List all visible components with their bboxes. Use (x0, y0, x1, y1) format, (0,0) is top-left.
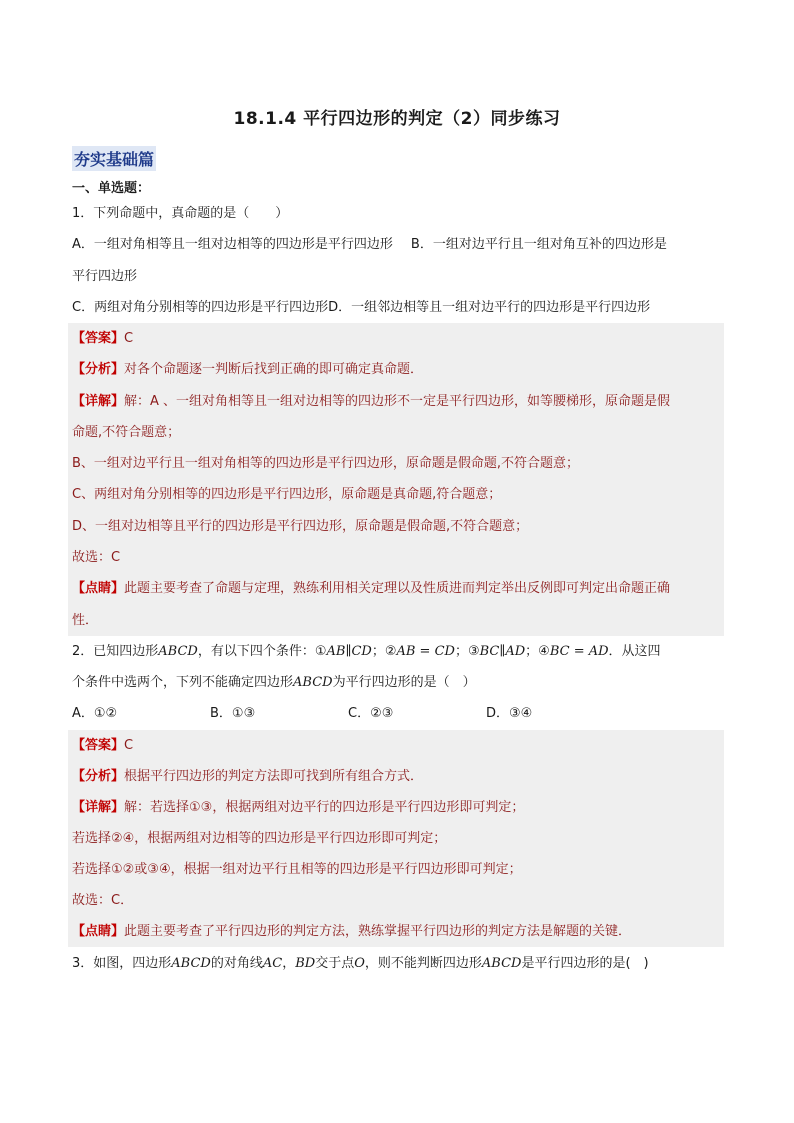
q3-stem-text: 是平行四边形的是( ) (521, 956, 649, 971)
q2-answer (72, 737, 724, 755)
q1-analysis-tag: 【分析】 (72, 362, 125, 377)
q3-stem-text: 的对角线 (210, 956, 263, 971)
q2-comment-line-1: 此题主要考查了平行四边形的判定方法，熟练掌握平行四边形的判定方法是解题的关键． (124, 924, 632, 939)
q2-condition-2: AB = CD (396, 644, 455, 659)
q3-point-o: O (354, 956, 365, 971)
q2-stem-text: 2．已知四边形 (72, 644, 159, 659)
q2-stem-text: ．从这四 (608, 644, 661, 659)
q2-option-b: B．①③ (210, 706, 256, 721)
q2-option-d: D．③④ (486, 706, 533, 721)
q2-stem-text: ；② (371, 644, 397, 659)
q1-detail-line-6: 故选：C (72, 550, 121, 565)
q2-option-c: C．②③ (348, 706, 394, 721)
q1-detail-line-2: 命题,不符合题意； (72, 425, 181, 440)
q1-answer (72, 330, 724, 348)
q1-stem: 1．下列命题中，真命题的是（ ） (72, 206, 289, 221)
q3-stem-text: ， (282, 956, 296, 971)
q3-abcd: ABCD (481, 956, 522, 971)
q2-analysis-text: 根据平行四边形的判定方法即可找到所有组合方式． (124, 769, 424, 784)
q1-option-b-continued: 平行四边形 (72, 269, 138, 284)
q2-options (72, 705, 724, 723)
q2-condition-4: BC = AD (549, 644, 609, 659)
q2-answer-value: C (124, 738, 134, 753)
q2-detail-line-4: 故选：C． (72, 893, 134, 908)
section-heading: 夯实基础篇 (72, 146, 156, 171)
q1-comment-tag: 【点睛】 (72, 581, 125, 596)
q2-stem-text: ，有以下四个条件：① (197, 644, 327, 659)
q1-detail-tag: 【详解】 (72, 394, 125, 409)
q2-stem-text: 个条件中选两个，下列不能确定四边形 (72, 675, 294, 690)
q3-bd: BD (295, 956, 316, 971)
q2-stem-text: 为平行四边形的是（ ） (332, 675, 476, 690)
q2-comment (72, 923, 724, 941)
q1-analysis-text: 对各个命题逐一判断后找到正确的即可确定真命题． (124, 362, 424, 377)
q1-detail-line-4: C、两组对角分别相等的四边形是平行四边形，原命题是真命题,符合题意； (72, 487, 502, 502)
q2-detail-tag: 【详解】 (72, 800, 125, 815)
q1-option-d: D．一组邻边相等且一组对边平行的四边形是平行四边形 (328, 300, 651, 315)
q3-stem (72, 955, 724, 973)
q1-option-a: A．一组对角相等且一组对边相等的四边形是平行四边形 (72, 237, 393, 252)
q2-comment-tag: 【点睛】 (72, 924, 125, 939)
page-title: 18.1.4 平行四边形的判定（2）同步练习 (233, 109, 561, 129)
q2-stem-line-2 (72, 674, 724, 692)
q1-comment (72, 580, 724, 598)
q2-condition-3: BC∥AD (479, 644, 526, 659)
q2-option-a: A．①② (72, 706, 118, 721)
q2-stem-line-1 (72, 643, 724, 661)
q3-stem-text: ，则不能判断四边形 (364, 956, 482, 971)
q1-answer-tag: 【答案】 (72, 331, 125, 346)
q1-answer-value: C (124, 331, 134, 346)
q1-comment-line-1: 此题主要考查了命题与定理，熟练利用相关定理以及性质进而判定举出反例即可判定出命题正确 (124, 581, 671, 596)
q2-abcd: ABCD (293, 675, 333, 690)
q1-detail-line-1: 解：A 、一组对角相等且一组对边相等的四边形不一定是平行四边形，如等腰梯形，原命题是假 (124, 394, 671, 409)
q3-stem-text: 3．如图，四边形 (72, 956, 172, 971)
q2-answer-tag: 【答案】 (72, 738, 125, 753)
q2-detail-line-2: 若选择②④，根据两组对边相等的四边形是平行四边形即可判定； (72, 831, 447, 846)
q2-analysis-tag: 【分析】 (72, 769, 125, 784)
q1-comment-line-2: 性． (72, 613, 99, 628)
q2-stem-text: ；③ (454, 644, 480, 659)
q1-detail (72, 393, 724, 411)
q2-analysis (72, 768, 724, 786)
q2-abcd: ABCD (158, 644, 198, 659)
q2-detail-line-3: 若选择①②或③④，根据一组对边平行且相等的四边形是平行四边形即可判定； (72, 862, 522, 877)
q1-option-b: B．一组对边平行且一组对角互补的四边形是 (410, 237, 667, 252)
q2-detail-line-1: 解：若选择①③，根据两组对边平行的四边形是平行四边形即可判定； (124, 800, 525, 815)
part-heading: 一、单选题： (72, 181, 151, 196)
q1-detail-line-5: D、一组对边相等且平行的四边形是平行四边形，原命题是假命题,不符合题意； (72, 519, 529, 534)
q2-detail (72, 799, 724, 817)
q1-detail-line-3: B、一组对边平行且一组对角相等的四边形是平行四边形，原命题是假命题,不符合题意； (72, 456, 580, 471)
q1-analysis (72, 361, 724, 379)
q2-stem-text: ；④ (525, 644, 550, 659)
q1-options-cd (72, 299, 724, 317)
q3-stem-text: 交于点 (315, 956, 355, 971)
q1-option-c: C．两组对角分别相等的四边形是平行四边形 (72, 300, 329, 315)
q3-abcd: ABCD (171, 956, 211, 971)
q3-ac: AC (262, 956, 283, 971)
q2-condition-1: AB∥CD (326, 644, 372, 659)
q1-options-ab (72, 236, 724, 254)
